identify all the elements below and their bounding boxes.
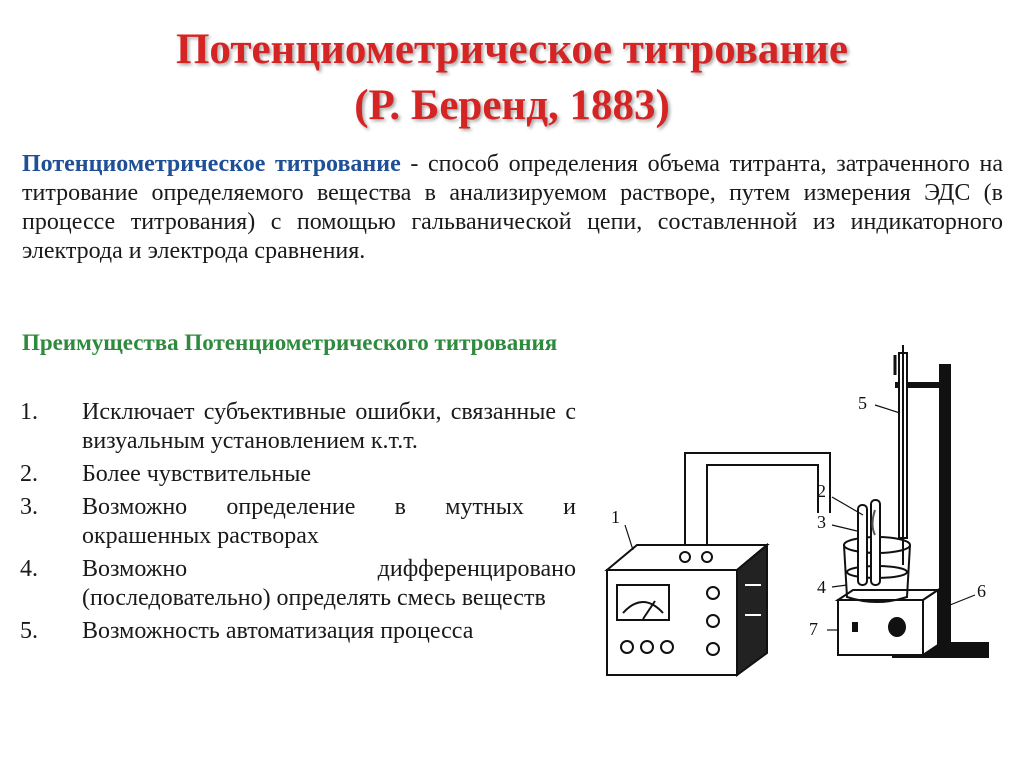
- list-item: [20, 555, 576, 613]
- diagram-label: 4: [817, 577, 826, 597]
- list-item-text: Возможно определение в мутных и окрашенных растворах: [82, 494, 576, 549]
- advantages-heading: Преимущества Потенциометрического титрования: [22, 330, 558, 355]
- list-item-number: 2.: [20, 461, 38, 487]
- definition-term: Потенциометрическое титрование: [22, 151, 401, 177]
- list-item: [20, 617, 576, 646]
- slide-title: [0, 22, 1024, 134]
- list-item: [20, 398, 576, 456]
- diagram-label: 5: [858, 393, 867, 413]
- diagram-label: 2: [817, 481, 826, 501]
- title-line-1: Потенциометрическое титрование: [175, 26, 849, 73]
- electrodes: [858, 500, 880, 585]
- list-item-number: 1.: [20, 399, 38, 425]
- list-item-number: 3.: [20, 494, 38, 520]
- advantages-list: [20, 398, 576, 650]
- list-item-number: 5.: [20, 618, 38, 644]
- title-line-2: (Р. Беренд, 1883): [354, 82, 670, 129]
- list-item-text: Возможно дифференцировано (последовательно) определять смесь веществ: [82, 556, 576, 611]
- list-item-text: Исключает субъективные ошибки, связанные с визуальным установлением к.т.т.: [82, 399, 576, 454]
- wire: [707, 465, 818, 553]
- list-item-text: Более чувствительные: [82, 461, 312, 487]
- list-item-number: 4.: [20, 556, 38, 582]
- ph-meter: [607, 545, 767, 675]
- list-item: [20, 460, 576, 489]
- definition-text: - способ определения объема титранта, затраченного на титрование определяемого вещества в анализируемом растворе, путем измерения ЭДС (в процессе титрования) с помощью гальванической цепи, составленной из индикаторного электрода и электрода сравнения.: [22, 151, 1004, 264]
- list-item-text: Возможность автоматизация процесса: [82, 618, 474, 644]
- list-item: [20, 493, 576, 551]
- titration-apparatus-diagram: [595, 335, 1010, 685]
- definition-paragraph: [22, 150, 1003, 266]
- diagram-label: 3: [817, 512, 826, 532]
- diagram-label: 7: [809, 619, 818, 639]
- diagram-label: 6: [977, 581, 986, 601]
- diagram-label: 1: [611, 507, 620, 527]
